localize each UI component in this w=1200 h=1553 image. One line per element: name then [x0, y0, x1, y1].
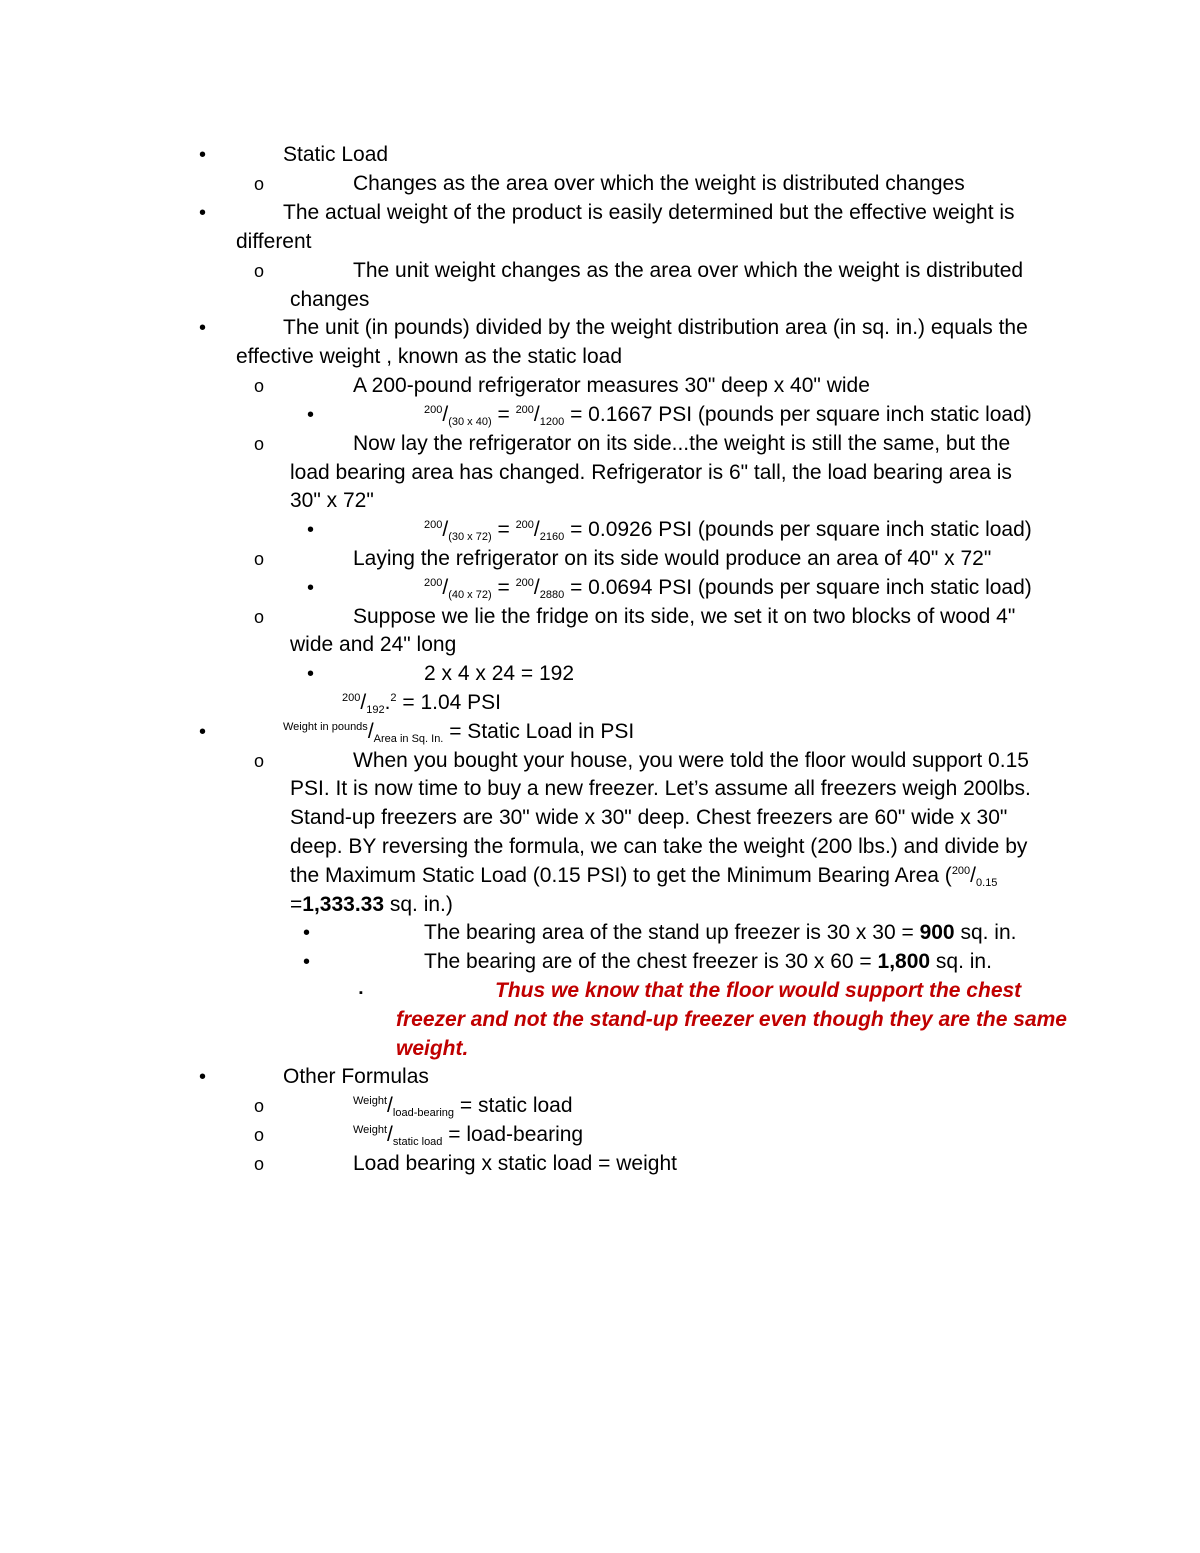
freezer-line6-post: sq. in.) — [384, 893, 453, 916]
chest-post: sq. in. — [930, 950, 992, 973]
calc-1-den2: 1200 — [539, 416, 565, 428]
formula-den: Area in Sq. In. — [373, 733, 444, 745]
blocks-calc: 2 x 4 x 24 = 192 — [424, 662, 575, 685]
formula-result: = Static Load in PSI — [443, 720, 635, 743]
bullet-circle: o — [254, 376, 265, 396]
bullet-disc: • — [307, 663, 315, 685]
bullet-disc: • — [199, 1066, 207, 1088]
bullet-circle: o — [254, 549, 265, 569]
side-line2: load bearing area has changed. Refrigerator is 6" tall, the load bearing area is — [290, 461, 1012, 484]
freezer-line5: the Maximum Static Load (0.15 PSI) to get the Minimum Bearing Area ($^{200}/_{0.15}$ — [290, 864, 998, 889]
bullet-disc: • — [199, 144, 207, 166]
bullet-circle: o — [254, 174, 265, 194]
actual-weight-line2: different — [236, 230, 312, 253]
freezer-line5-den: 0.15 — [976, 877, 998, 889]
calc-3-num2: 200 — [515, 577, 534, 589]
other-f1-result: = static load — [454, 1094, 573, 1117]
formula-num: Weight in pounds — [283, 721, 368, 733]
bullet-circle: o — [254, 1125, 265, 1145]
calc-2: $^{200}/_{(30 x 72)} = ^{200}/_{2160} = 0.0926$ PSI (pounds per square inch static load) — [424, 518, 1032, 543]
chest-area: 1,800 — [877, 950, 931, 973]
standup-line — [424, 919, 1016, 948]
calc-3-den2: 2880 — [539, 589, 565, 601]
formula-line: $^{Weight in pounds}/_{Area in Sq. In.}$ = Static Load in PSI — [283, 720, 635, 745]
blocks-line2: wide and 24" long — [290, 633, 457, 656]
other-f2: $^{Weight}/_{static load}$ = load-bearing — [353, 1123, 584, 1148]
psi-result: = 1.04 PSI — [396, 691, 502, 714]
bullet-circle: o — [254, 1154, 265, 1174]
bullet-disc: • — [303, 951, 311, 973]
bullet-disc: • — [199, 317, 207, 339]
other-f1: $^{Weight}/_{load-bearing}$ = static load — [353, 1094, 573, 1119]
conclusion-line2: freezer and not the stand-up freezer even though they are the same — [396, 1008, 1067, 1031]
chest-pre: The bearing are of the chest freezer is 30 x 60 = — [424, 950, 878, 973]
other-f3: Load bearing x static load = weight — [353, 1152, 677, 1175]
bullet-disc: • — [199, 721, 207, 743]
static-load-heading: Static Load — [283, 143, 389, 166]
freezer-line2: PSI. It is now time to buy a new freezer. Let’s assume all freezers weigh 200lbs. — [290, 777, 1031, 800]
psi-den: 192 — [366, 704, 385, 716]
unit-line1: The unit (in pounds) divided by the weight distribution area (in sq. in.) equals the — [283, 316, 1028, 339]
calc-2-num2: 200 — [515, 519, 534, 531]
other-f1-num: Weight — [353, 1095, 388, 1107]
bullet-square: ▪ — [359, 987, 363, 999]
blocks-line1: Suppose we lie the fridge on its side, we set it on two blocks of wood 4" — [353, 605, 1016, 628]
conclusion-line3: weight. — [396, 1037, 469, 1060]
min-bearing-area: 1,333.33 — [302, 893, 385, 916]
standup-pre: The bearing area of the stand up freezer is 30 x 30 = — [424, 921, 920, 944]
calc-3: $^{200}/_{(40 x 72)} = ^{200}/_{2880} = 0.0694$ PSI (pounds per square inch static load) — [424, 576, 1032, 601]
standup-post: sq. in. — [954, 921, 1017, 944]
bullet-disc: • — [307, 519, 315, 541]
calc-3-den: (40 x 72) — [448, 589, 492, 601]
chest-line — [424, 948, 992, 977]
actual-weight-line1: The actual weight of the product is easily determined but the effective weight is — [283, 201, 1015, 224]
bullet-circle: o — [254, 607, 265, 627]
unit-weight-line2: changes — [290, 288, 370, 311]
calc-1: $^{200}/_{(30 x 40)} = ^{200}/_{1200} = 0.1667$ PSI (pounds per square inch static load) — [424, 403, 1032, 428]
calc-1-eq: = — [491, 403, 516, 426]
calc-1-num2: 200 — [515, 404, 534, 416]
psi-sup: 2 — [390, 692, 397, 704]
calc-1-num: 200 — [424, 404, 443, 416]
bullet-circle: o — [254, 751, 265, 771]
psi-mid: . — [384, 691, 391, 714]
freezer-line5-text: the Maximum Static Load (0.15 PSI) to get the Minimum Bearing Area ( — [290, 864, 952, 887]
unit-weight-line1: The unit weight changes as the area over which the weight is distributed — [353, 259, 1024, 282]
calc-3-num: 200 — [424, 577, 443, 589]
other-f2-den: static load — [392, 1136, 443, 1148]
calc-2-den2: 2160 — [539, 531, 565, 543]
side-line1: Now lay the refrigerator on its side...the weight is still the same, but the — [353, 432, 1011, 455]
side-line3: 30" x 72" — [290, 489, 374, 512]
freezer-line6 — [290, 891, 453, 920]
unit-line2: effective weight , known as the static load — [236, 345, 622, 368]
calc-2-eq: = — [491, 518, 516, 541]
bullet-disc: • — [307, 404, 315, 426]
bullet-circle: o — [254, 261, 265, 281]
calc-3-eq: = — [491, 576, 516, 599]
bullet-disc: • — [303, 922, 311, 944]
freezer-line6-pre: = — [290, 893, 303, 916]
calc-2-result: = 0.0926 PSI (pounds per square inch static load) — [564, 518, 1032, 541]
laying-line: Laying the refrigerator on its side would produce an area of 40" x 72" — [353, 547, 992, 570]
bullet-circle: o — [254, 1096, 265, 1116]
calc-1-result: = 0.1667 PSI (pounds per square inch static load) — [564, 403, 1032, 426]
freezer-line1: When you bought your house, you were told the floor would support 0.15 — [353, 749, 1029, 772]
calc-1-den: (30 x 40) — [448, 416, 492, 428]
other-f2-result: = load-bearing — [442, 1123, 584, 1146]
other-f2-num: Weight — [353, 1124, 388, 1136]
calc-2-num: 200 — [424, 519, 443, 531]
standup-area: 900 — [919, 921, 955, 944]
calc-3-result: = 0.0694 PSI (pounds per square inch static load) — [564, 576, 1032, 599]
bullet-disc: • — [199, 202, 207, 224]
calc-2-den: (30 x 72) — [448, 531, 492, 543]
freezer-line4: deep. BY reversing the formula, we can take the weight (200 lbs.) and divide by — [290, 835, 1028, 858]
psi-calc: $^{200}/_{192}.^2 = 1.04$ PSI — [342, 691, 502, 716]
bullet-circle: o — [254, 434, 265, 454]
freezer-line3: Stand-up freezers are 30" wide x 30" deep. Chest freezers are 60" wide x 30" — [290, 806, 1008, 829]
static-load-changes: Changes as the area over which the weight is distributed changes — [353, 172, 965, 195]
psi-num: 200 — [342, 692, 361, 704]
bullet-disc: • — [307, 577, 315, 599]
fridge-measures: A 200-pound refrigerator measures 30" deep x 40" wide — [353, 374, 870, 397]
other-heading: Other Formulas — [283, 1065, 429, 1088]
conclusion-line1: Thus we know that the floor would support the chest — [495, 979, 1022, 1002]
other-f1-den: load-bearing — [392, 1107, 455, 1119]
freezer-line5-num: 200 — [951, 865, 971, 877]
